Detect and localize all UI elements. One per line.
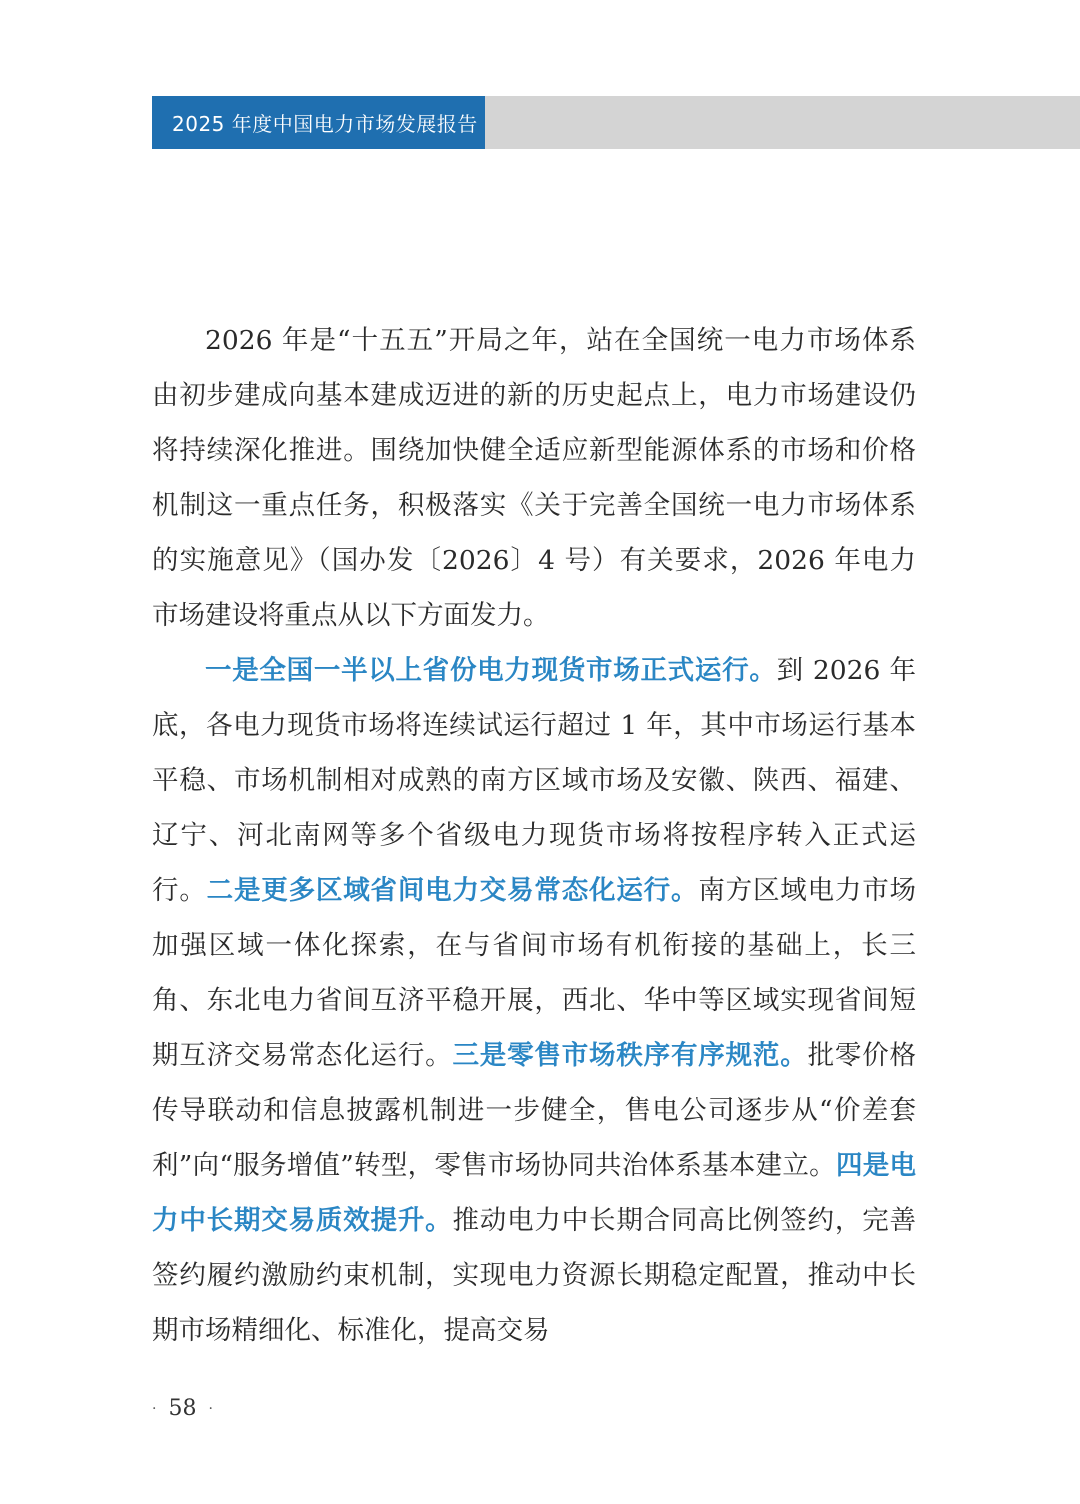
page-number: 58 bbox=[168, 1396, 197, 1421]
header-title-box bbox=[152, 96, 485, 149]
highlight-point-one: 一是全国一半以上省份电力现货市场正式运行。 bbox=[205, 655, 777, 686]
text-segment: 2026 年是“十五五”开局之年，站在全国统一电力市场体系由初步建成向基本建成迈进的新的历史起点上，电力市场建设仍将持续深化推进。围绕加快健全适应新型能源体系的市场和价格机制这一重点任务，积极落实《关于完善全国统一电力市场体系的实施意见》（国办发〔2026〕4 号）有关要求，2026 年电力市场建设将重点从以下方面发力。 bbox=[152, 325, 916, 631]
body-text bbox=[152, 313, 916, 1358]
footer-dot-left: · bbox=[152, 1401, 157, 1417]
paragraph-priorities bbox=[152, 643, 916, 1358]
text-segment: 批零价格传导联动和信息披露机制进一步健全，售电公司逐步从“价差套利”向“服务增值”转型，零售市场协同共治体系基本建立。 bbox=[152, 1040, 917, 1181]
paragraph-intro bbox=[152, 313, 916, 643]
highlight-point-three: 三是零售市场秩序有序规范。 bbox=[452, 1040, 808, 1071]
highlight-point-two: 二是更多区域省间电力交易常态化运行。 bbox=[206, 875, 699, 906]
text-segment: 南方区域电力市场加强区域一体化探索，在与省间市场有机衔接的基础上，长三角、东北电力省间互济平稳开展，西北、华中等区域实现省间短期互济交易常态化运行。 bbox=[152, 875, 917, 1071]
highlight-point-four: 四是电力中长期交易质效提升。 bbox=[152, 1150, 916, 1236]
text-segment: 推动电力中长期合同高比例签约，完善签约履约激励约束机制，实现电力资源长期稳定配置，推动中长期市场精细化、标准化，提高交易 bbox=[152, 1205, 917, 1346]
report-title: 2025 年度中国电力市场发展报告 bbox=[172, 112, 478, 136]
text-segment: 到 2026 年底，各电力现货市场将连续试运行超过 1 年，其中市场运行基本平稳、市场机制相对成熟的南方区域市场及安徽、陕西、福建、辽宁、河北南网等多个省级电力现货市场将按程序转入正式运行。 bbox=[152, 655, 917, 906]
page-footer bbox=[152, 1396, 213, 1421]
footer-dot-right: · bbox=[208, 1401, 213, 1417]
